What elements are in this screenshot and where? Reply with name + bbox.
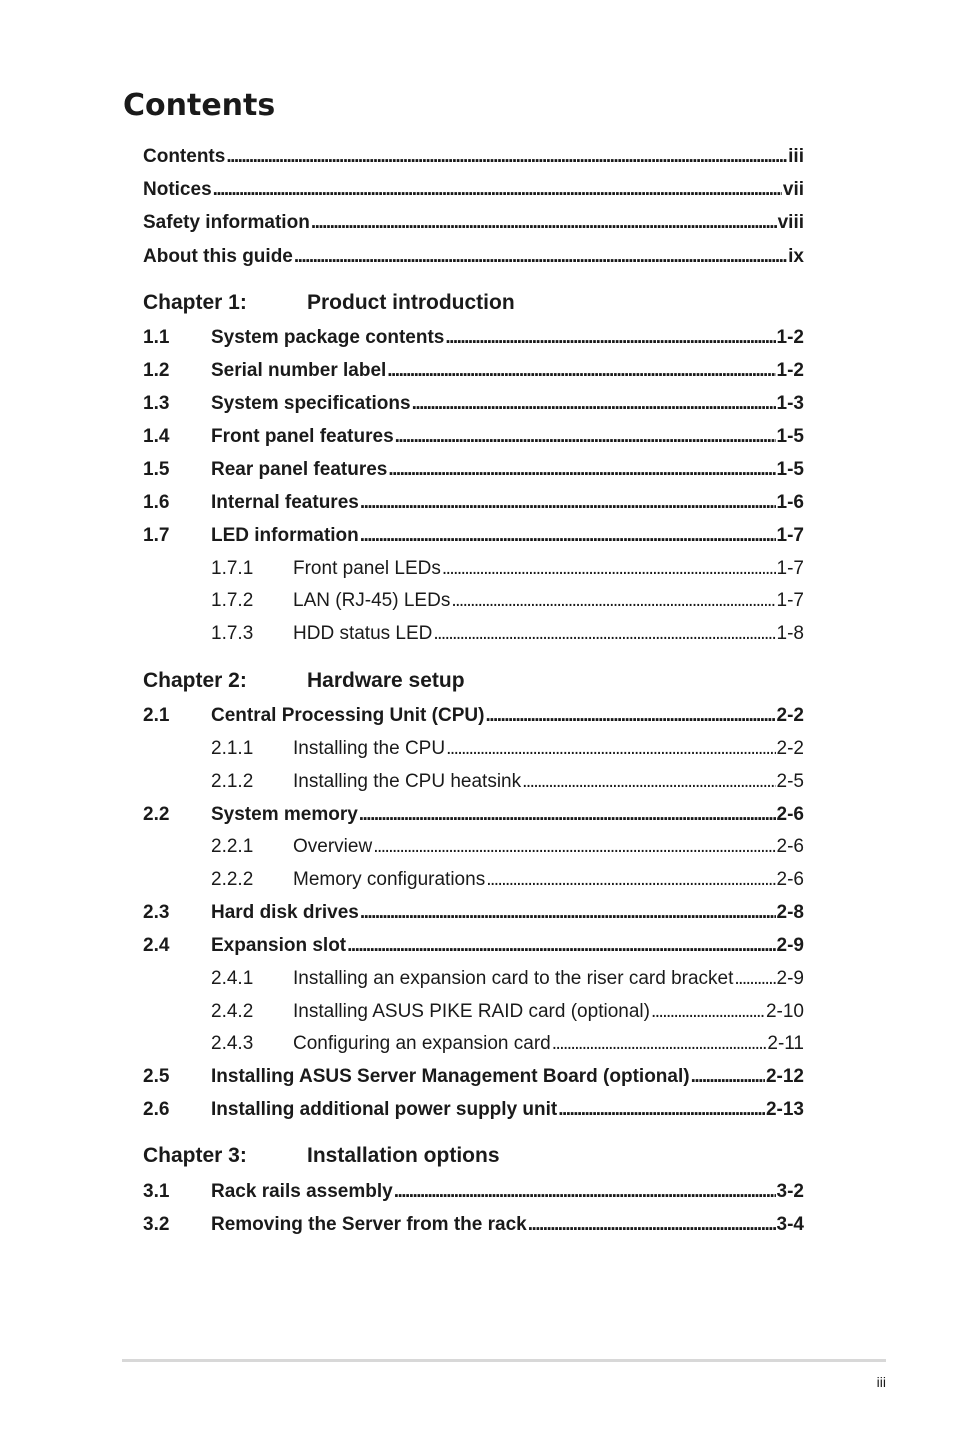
toc-entry-number: 2.1.1 (211, 738, 254, 759)
toc-subsection-entry[interactable] (143, 1033, 804, 1057)
dot-leader (446, 738, 775, 760)
toc-entry-title: Contents (143, 146, 226, 167)
toc-section-entry[interactable] (143, 327, 804, 351)
toc-entry-number: 1.7 (143, 525, 170, 546)
chapter-heading[interactable] (143, 669, 465, 697)
toc-entry[interactable] (143, 246, 804, 270)
toc-entry-number: 2.4 (143, 935, 170, 956)
toc-entry-title: Notices (143, 179, 212, 200)
toc-entry-page: 1-2 (776, 327, 804, 348)
footer-page-number: iii (876, 1374, 886, 1390)
toc-entry-number: 2.3 (143, 902, 170, 923)
toc-entry-title: Front panel LEDs (293, 558, 441, 579)
toc-entry-title: Installing the CPU (293, 738, 446, 759)
toc-subsection-entry[interactable] (143, 590, 804, 614)
toc-entry-number: 1.6 (143, 492, 170, 513)
dot-leader (734, 968, 775, 990)
dot-leader (373, 836, 775, 858)
toc-entry-page: 1-6 (776, 492, 804, 513)
toc-entry-page: 2-11 (767, 1033, 804, 1054)
dot-leader (651, 1001, 765, 1023)
toc-entry-title: Installing ASUS Server Management Board (optional) (211, 1066, 690, 1087)
dot-leader (528, 1214, 776, 1236)
toc-entry-title: Overview (293, 836, 373, 857)
toc-entry-title: Configuring an expansion card (293, 1033, 551, 1054)
toc-entry-page: 2-8 (776, 902, 804, 923)
toc-entry-title: System package contents (211, 327, 445, 348)
page-title: Contents (123, 88, 276, 123)
toc-entry-number: 1.3 (143, 393, 170, 414)
toc-entry-title: Internal features (211, 492, 359, 513)
toc-section-entry[interactable] (143, 393, 804, 417)
dot-leader (522, 771, 775, 793)
toc-entry-page: iii (788, 146, 804, 167)
dot-leader (485, 705, 775, 727)
toc-section-entry[interactable] (143, 1181, 804, 1205)
chapter-number: Chapter 2: (143, 669, 247, 692)
dot-leader (294, 246, 787, 268)
dot-leader (359, 804, 776, 826)
toc-entry-title: System memory (211, 804, 358, 825)
chapter-title: Hardware setup (307, 669, 465, 692)
toc-subsection-entry[interactable] (143, 836, 804, 860)
toc-section-entry[interactable] (143, 804, 804, 828)
toc-entry-page: 1-7 (776, 590, 804, 611)
toc-entry-page: 1-5 (776, 459, 804, 480)
chapter-number: Chapter 3: (143, 1144, 247, 1167)
toc-entry-page: 1-5 (776, 426, 804, 447)
toc-entry[interactable] (143, 212, 804, 236)
dot-leader (442, 558, 776, 580)
toc-entry-page: 3-4 (776, 1214, 804, 1235)
toc-entry-number: 2.2 (143, 804, 170, 825)
chapter-heading[interactable] (143, 291, 515, 319)
toc-subsection-entry[interactable] (143, 558, 804, 582)
toc-entry-title: System specifications (211, 393, 411, 414)
toc-entry-page: 2-10 (765, 1001, 804, 1022)
toc-section-entry[interactable] (143, 1214, 804, 1238)
toc-entry-title: Installing additional power supply unit (211, 1099, 558, 1120)
toc-entry-page: 2-6 (776, 869, 804, 890)
dot-leader (387, 360, 775, 382)
toc-entry-page: 3-2 (776, 1181, 804, 1202)
dot-leader (486, 869, 775, 891)
dot-leader (360, 902, 776, 924)
dot-leader (347, 935, 775, 957)
chapter-title: Product introduction (307, 291, 515, 314)
toc-subsection-entry[interactable] (143, 738, 804, 762)
toc-entry-title: HDD status LED (293, 623, 433, 644)
toc-entry-title: Rear panel features (211, 459, 388, 480)
toc-entry-page: 2-6 (776, 804, 804, 825)
toc-entry-page: 2-12 (765, 1066, 804, 1087)
toc-entry-page: 1-3 (776, 393, 804, 414)
toc-entry-title: LED information (211, 525, 359, 546)
toc-entry-page: ix (788, 246, 804, 267)
dot-leader (394, 1181, 776, 1203)
toc-entry-title: Removing the Server from the rack (211, 1214, 527, 1235)
toc-section-entry[interactable] (143, 935, 804, 959)
toc-entry-page: 1-2 (776, 360, 804, 381)
toc-section-entry[interactable] (143, 1099, 804, 1123)
toc-section-entry[interactable] (143, 492, 804, 516)
toc-entry-number: 1.7.1 (211, 558, 254, 579)
dot-leader (395, 426, 776, 448)
toc-entry-number: 1.4 (143, 426, 170, 447)
toc-entry-page: 2-6 (776, 836, 804, 857)
toc-entry-page: 1-7 (776, 525, 804, 546)
toc-entry-title: Installing ASUS PIKE RAID card (optional) (293, 1001, 650, 1022)
toc-entry-title: Installing an expansion card to the riser card bracket (293, 968, 734, 989)
toc-entry-number: 2.4.2 (211, 1001, 254, 1022)
dot-leader (558, 1099, 765, 1121)
dot-leader (226, 146, 787, 168)
dot-leader (433, 623, 775, 645)
toc-subsection-entry[interactable] (143, 623, 804, 647)
toc-entry-title: LAN (RJ-45) LEDs (293, 590, 451, 611)
toc-entry-title: Serial number label (211, 360, 387, 381)
toc-entry-number: 1.7.3 (211, 623, 254, 644)
toc-section-entry[interactable] (143, 1066, 804, 1090)
toc-entry-page: 2-2 (776, 738, 804, 759)
toc-entry-number: 2.1 (143, 705, 170, 726)
chapter-heading[interactable] (143, 1144, 500, 1172)
dot-leader (445, 327, 775, 349)
toc-entry-title: Central Processing Unit (CPU) (211, 705, 485, 726)
dot-leader (311, 212, 777, 234)
toc-entry-number: 2.5 (143, 1066, 170, 1087)
toc-section-entry[interactable] (143, 705, 804, 729)
toc-entry-page: 2-2 (776, 705, 804, 726)
dot-leader (360, 492, 776, 514)
toc-entry-number: 1.5 (143, 459, 170, 480)
toc-entry-number: 2.2.1 (211, 836, 254, 857)
dot-leader (691, 1066, 765, 1088)
toc-section-entry[interactable] (143, 426, 804, 450)
toc-entry-page: 1-8 (776, 623, 804, 644)
toc-entry-page: 2-9 (776, 935, 804, 956)
toc-entry-page: viii (777, 212, 804, 233)
toc-entry[interactable] (143, 179, 804, 203)
toc-subsection-entry[interactable] (143, 968, 804, 992)
toc-entry-title: Rack rails assembly (211, 1181, 393, 1202)
toc-section-entry[interactable] (143, 459, 804, 483)
toc-entry-title: Hard disk drives (211, 902, 359, 923)
toc-entry-number: 2.1.2 (211, 771, 254, 792)
toc-section-entry[interactable] (143, 360, 804, 384)
chapter-number: Chapter 1: (143, 291, 247, 314)
toc-entry-page: vii (782, 179, 804, 200)
toc-section-entry[interactable] (143, 525, 804, 549)
toc-entry-title: Installing the CPU heatsink (293, 771, 522, 792)
toc-entry-title: Safety information (143, 212, 310, 233)
dot-leader (360, 525, 776, 547)
toc-entry-number: 3.2 (143, 1214, 170, 1235)
toc-subsection-entry[interactable] (143, 771, 804, 795)
toc-entry-page: 1-7 (776, 558, 804, 579)
toc-entry-number: 2.4.3 (211, 1033, 254, 1054)
dot-leader (412, 393, 776, 415)
toc-entry-number: 1.1 (143, 327, 170, 348)
toc-entry-page: 2-9 (776, 968, 804, 989)
toc-entry-page: 2-13 (765, 1099, 804, 1120)
toc-entry-title: Front panel features (211, 426, 394, 447)
toc-entry-number: 3.1 (143, 1181, 170, 1202)
toc-entry-title: Memory configurations (293, 869, 486, 890)
dot-leader (451, 590, 775, 612)
toc-entry-title: Expansion slot (211, 935, 347, 956)
toc-entry-page: 2-5 (776, 771, 804, 792)
toc-entry[interactable] (143, 146, 804, 170)
dot-leader (552, 1033, 767, 1055)
toc-entry-number: 1.7.2 (211, 590, 254, 611)
toc-entry-number: 2.4.1 (211, 968, 254, 989)
dot-leader (388, 459, 775, 481)
toc-entry-title: About this guide (143, 246, 293, 267)
toc-subsection-entry[interactable] (143, 869, 804, 893)
dot-leader (213, 179, 782, 201)
toc-subsection-entry[interactable] (143, 1001, 804, 1025)
toc-entry-number: 2.6 (143, 1099, 170, 1120)
toc-entry-number: 2.2.2 (211, 869, 254, 890)
toc-section-entry[interactable] (143, 902, 804, 926)
chapter-title: Installation options (307, 1144, 500, 1167)
toc-entry-number: 1.2 (143, 360, 170, 381)
footer-rule (122, 1359, 886, 1362)
